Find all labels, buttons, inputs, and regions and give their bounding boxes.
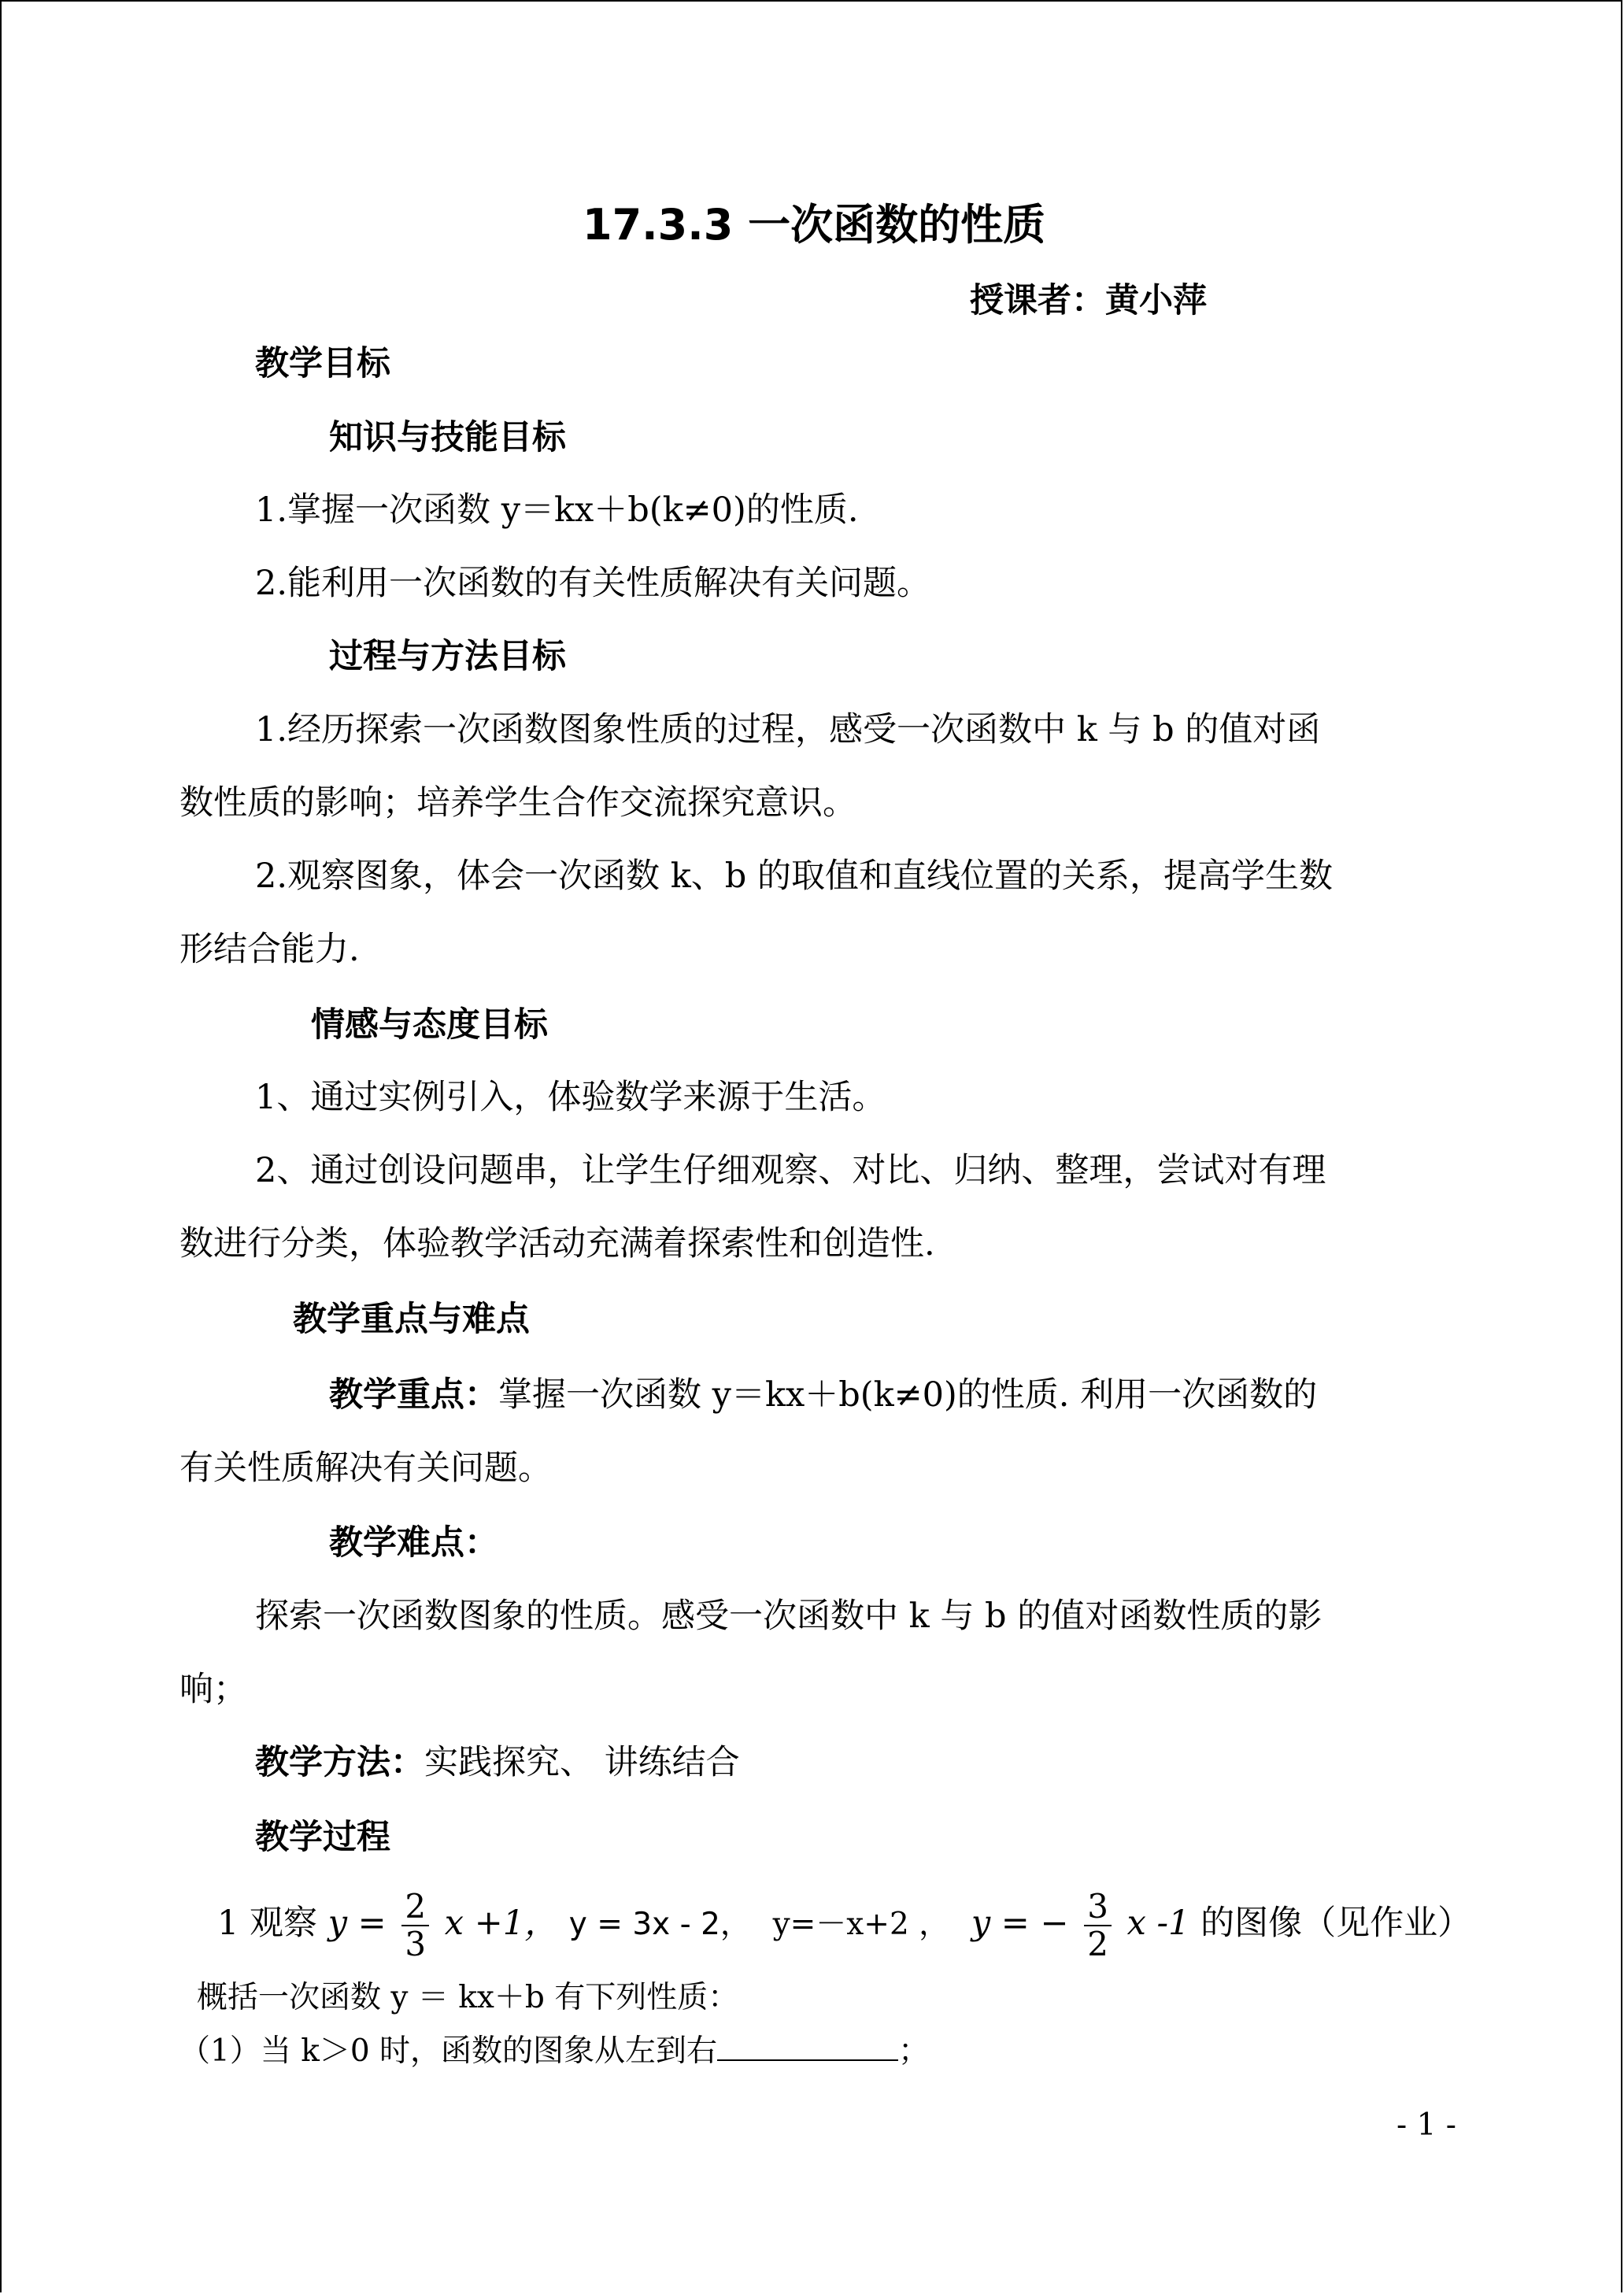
- formula-1-denominator: 3: [405, 1925, 427, 1963]
- knowledge-item-1: 1.掌握一次函数 y＝kx＋b(k≠0)的性质.: [255, 490, 859, 530]
- focus-label: 教学重点：: [329, 1375, 498, 1415]
- difficulty-label: 教学难点：: [329, 1523, 498, 1563]
- method-line: [255, 1741, 740, 1785]
- formula-4-denominator: 2: [1087, 1925, 1108, 1963]
- property-1-end: ；: [898, 2033, 930, 2069]
- heading-knowledge: 知识与技能目标: [329, 418, 566, 457]
- heading-keypoints: 教学重点与难点: [293, 1300, 530, 1339]
- heading-teaching-process: 教学过程: [255, 1818, 390, 1857]
- formula-2: y = 3x - 2，: [568, 1907, 751, 1942]
- page-number: - 1 -: [1396, 2107, 1456, 2143]
- formula-4-numerator: 3: [1084, 1889, 1112, 1926]
- formula-1-rest: x +1，: [444, 1904, 559, 1943]
- formula-1-fraction: [401, 1889, 429, 1963]
- method-text: 实践探究、 讲练结合: [424, 1743, 740, 1782]
- process-item-1a: 1.经历探索一次函数图象性质的过程，感受一次函数中 k 与 b 的值对函: [255, 710, 1321, 749]
- emotion-item-2a: 2、通过创设问题串，让学生仔细观察、对比、归纳、整理，尝试对有理: [255, 1151, 1326, 1190]
- emotion-item-1: 1、通过实例引入，体验数学来源于生活。: [255, 1078, 886, 1117]
- process-item-2a: 2.观察图象，体会一次函数 k、b 的取值和直线位置的关系，提高学生数: [255, 857, 1333, 896]
- fill-in-blank[interactable]: [717, 2028, 898, 2061]
- formula-3: y=－x+2 ，: [772, 1907, 950, 1942]
- heading-goals: 教学目标: [255, 344, 390, 383]
- formula-4-lhs: y = −: [971, 1904, 1069, 1943]
- formula-4-rest: x -1: [1126, 1904, 1190, 1943]
- formula-4-fraction: [1084, 1889, 1112, 1963]
- heading-process: 过程与方法目标: [329, 637, 566, 676]
- process-item-2b: 形结合能力.: [179, 930, 360, 969]
- property-1-line: [179, 2028, 929, 2074]
- summary-line: 概括一次函数 y ＝ kx＋b 有下列性质：: [197, 1980, 739, 2015]
- focus-line-2: 有关性质解决有关问题。: [179, 1449, 552, 1488]
- observe-prefix: 1 观察: [217, 1904, 318, 1943]
- difficulty-line-2: 响；: [179, 1670, 247, 1709]
- page-title: 17.3.3 一次函数的性质: [583, 200, 1046, 250]
- method-label: 教学方法：: [255, 1743, 424, 1782]
- teacher-line: 授课者：黄小萍: [970, 281, 1207, 320]
- emotion-item-2b: 数进行分类，体验教学活动充满着探索性和创造性.: [179, 1224, 935, 1264]
- observe-line: [217, 1880, 1471, 1967]
- formula-1-lhs: y =: [327, 1904, 387, 1943]
- focus-line: [329, 1373, 1317, 1417]
- observe-suffix: 的图像（见作业）: [1200, 1904, 1472, 1943]
- heading-emotion: 情感与态度目标: [311, 1005, 548, 1045]
- knowledge-item-2: 2.能利用一次函数的有关性质解决有关问题。: [255, 564, 931, 603]
- property-1-text: （1）当 k＞0 时，函数的图象从左到右: [179, 2033, 718, 2069]
- process-item-1b: 数性质的影响；培养学生合作交流探究意识。: [179, 783, 856, 823]
- focus-text: 掌握一次函数 y＝kx＋b(k≠0)的性质. 利用一次函数的: [498, 1375, 1318, 1415]
- formula-1-numerator: 2: [401, 1889, 429, 1926]
- difficulty-line-1: 探索一次函数图象的性质。感受一次函数中 k 与 b 的值对函数性质的影: [255, 1597, 1323, 1636]
